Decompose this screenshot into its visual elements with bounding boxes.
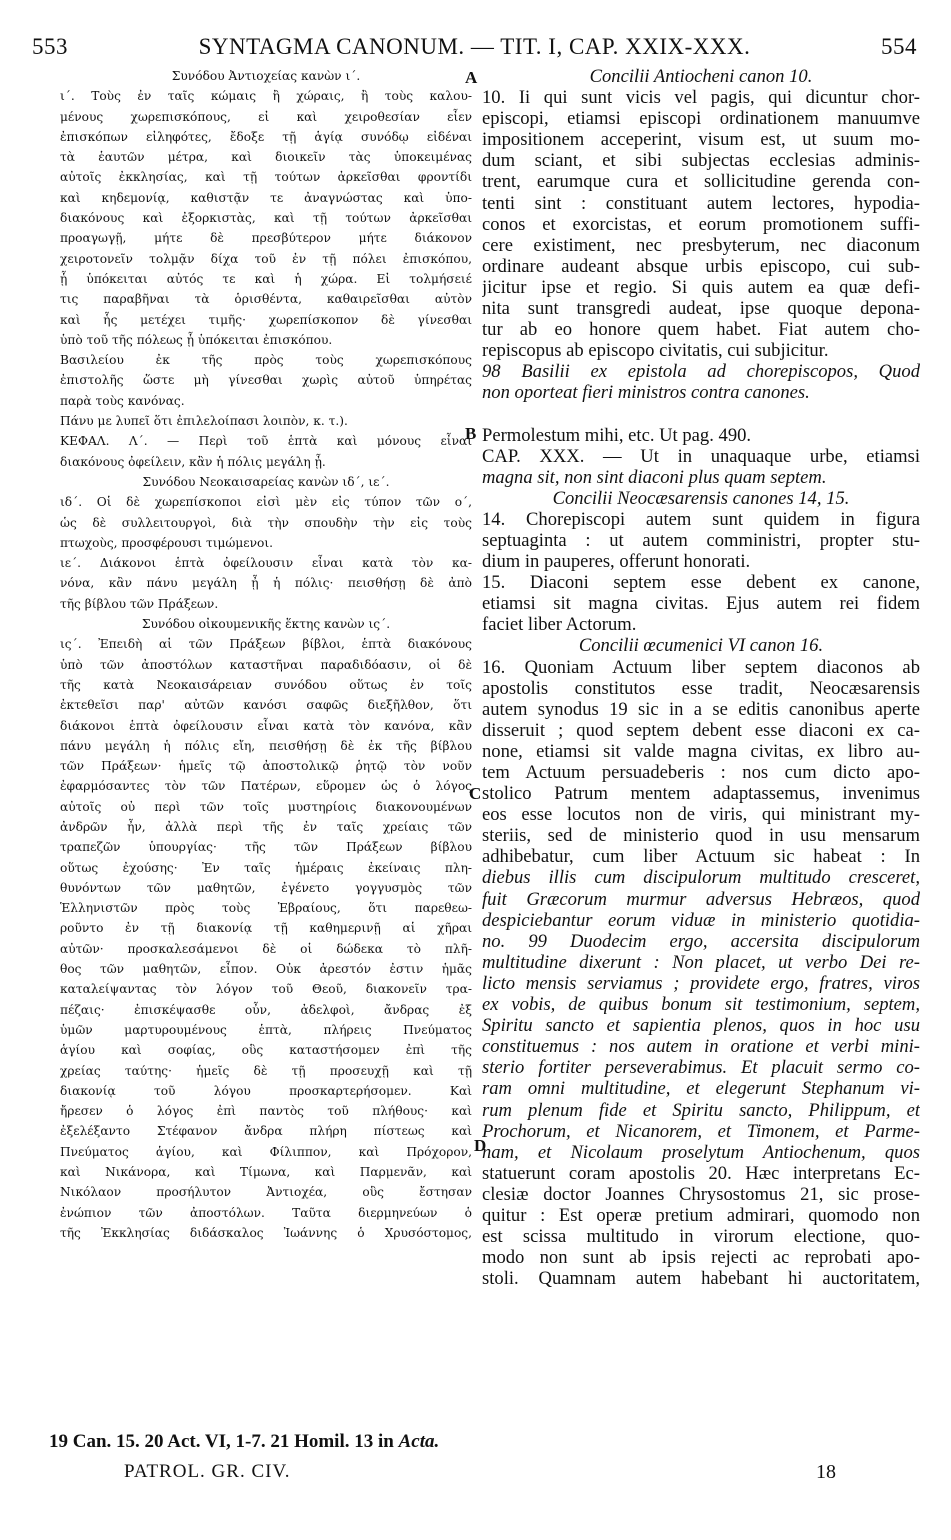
text-line: Concilii œcumenici VI canon 16. <box>578 635 824 657</box>
text-line: Ἑλληνιστῶν πρὸς τοὺς Ἑβραίους, ὅτι παρεθεω- <box>60 901 472 916</box>
text-line: impositionem acceperint, visum est, ut suum mo- <box>482 129 920 151</box>
text-line: autem synodus 19 sic in a se editis canonibus aperte <box>482 698 920 720</box>
patrologia-signature: PATROL. GR. CIV. <box>124 1461 291 1482</box>
text-line: διακόνους ὀφείλειν, κἂν ἡ πόλις μεγάλη ᾖ. <box>60 454 326 469</box>
running-title: SYNTAGMA CANONUM. — TIT. I, CAP. XXIX-XXX. <box>198 34 751 59</box>
text-line: προαγωγῇ, μήτε δὲ πρεσβύτερον μήτε διάκονον <box>60 231 472 246</box>
text-line: nam, et Nicolaum proselytum Antiochenum, quos <box>482 1141 920 1163</box>
text-line: 14. Chorepiscopi autem sunt quidem in figura <box>482 508 920 530</box>
text-line: αὐτῶν· προσκαλεσάμενοι δὲ οἱ δώδεκα τὸ πλῆ- <box>60 941 472 956</box>
latin-column <box>482 66 920 1289</box>
text-line: nita sunt transgredi audeat, ipse quoque depona- <box>482 298 920 320</box>
text-line: Συνόδου Νεοκαισαρείας κανὼν ιδ΄, ιε΄. <box>142 474 390 489</box>
text-line: cere existiment, nec presbyterum, nec diaconum <box>482 234 920 256</box>
text-line: tenti sint : constituant autem lectores, hypodia- <box>482 192 920 214</box>
text-line: fuit Græcorum murmur adversus Hebræos, quod <box>482 888 920 910</box>
text-line: πάνυ μεγάλη ἡ πόλις εἴη, πεισθήσῃ δὲ ἐκ τῆς βίβλου <box>60 738 472 753</box>
text-line: disseruit ; quod septem debent esse diaconi ex ca- <box>482 719 920 741</box>
text-line: θος τῶν μαθητῶν, εἶπον. Οὐκ ἀρεστόν ἐστιν ἡμᾶς <box>60 962 472 977</box>
text-line: magna sit, non sint diaconi plus quam septem. <box>482 466 827 488</box>
text-line: ἀνδρῶν ἦν, ἀλλὰ περὶ τῆς ἐν ταῖς χρείαις τῶν <box>60 819 472 834</box>
text-line: ἤρεσεν ὁ λόγος ἐπὶ παντὸς τοῦ πλήθους· καὶ <box>60 1104 472 1119</box>
text-line: statuerunt coram apostolis 20. Hæc interpretans Ec- <box>482 1162 920 1184</box>
text-line: τῆς κατὰ Νεοκαισάρειαν συνόδου οὕτως ἐν τοῖς <box>60 677 472 692</box>
text-line: apostolis constitutos esse tradit, Neocæsarensis <box>482 677 920 699</box>
text-line: πτωχοὺς, προσφέρουσι τιμώμενοι. <box>60 535 273 550</box>
text-line: diebus illis cum discipulorum multitudo cresceret, <box>482 867 920 889</box>
text-line: ροῦντο ἐν τῇ διακονίᾳ τῇ καθημερινῇ αἱ χῆραι <box>60 921 472 936</box>
text-line: ΚΕΦΑΛ. Λ΄. — Περὶ τοῦ ἑπτὰ καὶ μόνους εἶναι <box>60 434 472 449</box>
text-line: eos esse locutos non de viris, qui ministrant my- <box>482 804 920 826</box>
text-line: διακονίᾳ τοῦ λόγου προσκαρτερήσομεν. Καὶ <box>60 1083 472 1098</box>
text-line: Πνεύματος ἁγίου, καὶ Φίλιππον, καὶ Πρόχορον, <box>60 1144 472 1159</box>
text-line: ἐπισκόπων εἰληφότες, ἔδοξε τῇ ἁγίᾳ συνόδῳ εἰδέναι <box>60 129 472 144</box>
text-line: multitudine dixerunt : Non placet, ut verbo Dei re- <box>482 951 920 973</box>
text-line: 16. Quoniam Actuum liber septem diaconos ab <box>482 656 920 678</box>
text-line: ordinare audeant absque urbis episcopo, cui sub- <box>482 255 920 277</box>
text-line: τῆς Ἐκκλησίας διδάσκαλος Ἰωάννης ὁ Χρυσόστομος, <box>60 1225 472 1240</box>
text-line: Συνόδου οἰκουμενικῆς ἕκτης κανὼν ις΄. <box>141 617 391 632</box>
text-line: ιδ΄. Οἱ δὲ χωρεπίσκοποι εἰσὶ μὲν εἰς τύπον τῶν ο΄, <box>60 495 472 510</box>
text-line: χειροτονεῖν τολμᾷν δίχα τοῦ ἐν τῇ πόλει ἐπισκόπου, <box>60 251 472 266</box>
text-line: septuaginta : ut autem comministri, propter stu- <box>482 529 920 551</box>
text-line: ἐκτεθεῖσι παρ' αὐτῶν κανόσι σαφῶς διεξῆλθον, ὅτι <box>60 698 472 713</box>
margin-letter-b: B <box>465 424 477 443</box>
text-line: sterio fortiter perseverabimus. Et placuit sermo co- <box>482 1057 920 1079</box>
text-line: Συνόδου Ἀντιοχείας κανὼν ι΄. <box>171 69 361 83</box>
text-line: ἐξελέξαντο Στέφανον ἄνδρα πλήρη πίστεως καὶ <box>60 1124 472 1139</box>
text-line: μένους χωρεπισκόπους, εἰ καὶ χειροθεσίαν εἶεν <box>60 109 472 124</box>
running-header <box>32 28 917 68</box>
text-line: ι΄. Τοὺς ἐν ταῖς κώμαις ἢ χώραις, ἢ τοὺς καλου- <box>60 89 472 104</box>
text-line: αὐτοῖς ἐκκλησίας, καὶ τῇ τούτων ἀρκεῖσθαι φροντίδι <box>60 170 472 185</box>
text-line: αὐτοῖς οὐ περὶ τῶν τοῖς μυστηρίοις διακονουμένων <box>60 799 472 814</box>
text-line: dium in pauperes, offerunt honorati. <box>482 551 751 573</box>
text-line: ὑπὸ τῶν ἀποστόλων καταστῆναι παραδιδόασιν, οἱ δὲ <box>60 657 472 672</box>
text-line: adhibebatur, cum liber Actuum sic habeat : In <box>482 846 920 868</box>
text-line: episcopi, etiamsi episcopi ordinationem manuumve <box>482 108 920 130</box>
margin-letter-c: C <box>469 784 482 803</box>
right-page-number: 554 <box>881 34 917 59</box>
text-line: dum sciant, et sibi subjectas ecclesias adminis- <box>482 150 920 172</box>
text-line: Βασιλείου ἐκ τῆς πρὸς τοὺς χωρεπισκόπους <box>60 353 472 368</box>
text-line: θυνόντων τῶν μαθητῶν, ἐγένετο γογγυσμὸς τῶν <box>60 880 472 895</box>
text-line: ex vobis, de quibus bonum sit testimonium, septem, <box>482 994 920 1016</box>
text-line: καὶ κηδεμονίᾳ, καθιστᾷν τε ἀναγνώστας καὶ ὑπο- <box>60 190 472 205</box>
text-line: stoli. Quamnam autem habebant hi auctoritatem, <box>482 1268 920 1290</box>
text-line: παρὰ τοὺς κανόνας. <box>60 393 185 408</box>
text-line: καὶ Νικάνορα, καὶ Τίμωνα, καὶ Παρμενᾶν, καὶ <box>60 1165 472 1180</box>
text-line: τὰ ἑαυτῶν μέτρα, καὶ διοικεῖν τὰς ὑποκειμένας <box>60 150 472 165</box>
text-line: tem Actuum persuadeberis : nos cum dicto apo- <box>482 762 920 783</box>
text-line: νόνα, κἂν πάνυ μεγάλη ᾖ ἡ πόλις· πεισθήσῃ δὲ ἀπὸ <box>60 576 472 591</box>
text-line: conos et exorcistas, et eorum promotionem suffi- <box>482 213 920 235</box>
text-line: ὑμῶν μαρτυρουμένους ἑπτὰ, πλήρεις Πνεύματος <box>60 1022 472 1037</box>
text-line: τις παραβῆναι τὰ ὁρισθέντα, καθαιρεῖσθαι αὐτὸν <box>60 292 472 307</box>
text-line: τραπεζῶν ὑπουργίας· τῆς τῶν Πράξεων βίβλου <box>60 840 472 855</box>
text-line: quitur : Est operæ pretium admirari, quomodo non <box>482 1204 920 1226</box>
margin-letter-d: D <box>474 1136 487 1155</box>
text-line: trent, earumque cura et sollicitudine gerenda con- <box>482 171 920 193</box>
footnote-italic: Acta. <box>398 1431 440 1452</box>
text-line: ᾗ ὑπόκειται αὐτός τε καὶ ἡ χώρα. Εἰ τολμήσειέ <box>60 271 472 286</box>
text-line: non oporteat fieri ministros contra canones. <box>482 382 810 404</box>
text-line: διάκονοι ἑπτὰ ὀφείλουσιν εἶναι κατὰ τὸν κανόνα, κἂν <box>60 718 472 733</box>
text-line: steriis, sed de ministerio quod in usu mensarum <box>482 825 920 847</box>
text-line: Πάνυ με λυπεῖ ὅτι ἐπιλελοίπασι λοιπὸν, κ. τ.). <box>60 414 348 429</box>
text-line: repiscopus ab episcopo civitatis, cui subjicitur. <box>482 340 829 362</box>
text-line: Permolestum mihi, etc. Ut pag. 490. <box>482 424 752 446</box>
text-line: constituemus : nos autem in oratione et verbi mini- <box>482 1036 920 1058</box>
text-line: τῶν Πράξεων· ἡμεῖς τῷ ἀποστολικῷ ῥητῷ τὸν νοῦν <box>60 759 472 774</box>
text-line: faciet liber Actorum. <box>482 614 637 636</box>
text-line: ις΄. Ἐπειδὴ αἱ τῶν Πράξεων βίβλοι, ἑπτὰ διακόνους <box>60 637 472 652</box>
text-line: Prochorum, et Nicanorem, et Timonem, et Parme- <box>482 1120 920 1142</box>
text-line: τῆς βίβλου τῶν Πράξεων. <box>60 596 219 611</box>
text-line: χρείας ταύτης· ἡμεῖς δὲ τῇ προσευχῇ καὶ τῇ <box>60 1063 472 1078</box>
text-line: ἐφαρμόσαντες τὸν τῶν Πατέρων, εὕρομεν ὡς ὁ λόγος <box>60 779 472 794</box>
text-line: πέζαις· ἐπισκέψασθε οὖν, ἀδελφοὶ, ἄνδρας ἐξ <box>60 1002 472 1017</box>
text-line: stolico Patrum mentem adaptassemus, invenimus <box>482 783 920 805</box>
text-line: clesiæ doctor Joannes Chrysostomus 21, sic prose- <box>482 1183 920 1205</box>
text-line: 98 Basilii ex epistola ad chorepiscopos, Quod <box>482 361 920 383</box>
text-line: ὑπὸ τοῦ τῆς πόλεως ᾗ ὑπόκειται ἐπισκόπου. <box>60 332 333 347</box>
text-line: Spiritu sancto et sapientia plenos, quos in hoc usu <box>482 1015 920 1037</box>
text-line <box>482 404 920 425</box>
text-line: καὶ ἧς μετέχει τιμῆς· χωρεπίσκοπον δὲ γίνεσθαι <box>60 312 472 327</box>
text-line: none, etiamsi sit valde magna civitas, ex libro au- <box>482 740 920 762</box>
text-line: ὡς δὲ συλλειτουργοὶ, διὰ τὴν σπουδὴν τὴν εἰς τοὺς <box>60 515 472 530</box>
greek-column <box>60 66 472 1243</box>
text-line: διακόνους καὶ ἐξορκιστὰς, καὶ τῇ τούτων ἀρκεῖσθαι <box>60 211 472 226</box>
text-line: οὕτως ἐχούσης· Ἐν ταῖς ἡμέραις ἐκείναις πλη- <box>60 860 472 875</box>
footnotes <box>49 1431 439 1453</box>
text-line: no. 99 Duodecim ergo, accersita discipulorum <box>482 930 920 952</box>
text-line: καταλείψαντας τὸν λόγον τοῦ Θεοῦ, διακονεῖν τρα- <box>60 982 472 997</box>
text-line: jicitur ipse et regio. Si quis autem ea quæ defi- <box>482 276 920 298</box>
text-line: licto mensis serviamus ; providete ergo, fratres, viros <box>482 972 920 994</box>
text-line: rum plenum fide et Spiritu sancto, Philippum, et <box>482 1099 920 1121</box>
text-line: 10. Ii qui sunt vicis vel pagis, qui dicuntur chor- <box>482 87 920 109</box>
text-line: Concilii Antiocheni canon 10. <box>589 66 813 87</box>
text-line: tur ab eo honore quem habet. Fiat autem cho- <box>482 319 920 341</box>
text-line: modo non sunt ab ipsis rejecti ac reprobati apo- <box>482 1247 920 1269</box>
text-line: ἐνώπιον τῶν ἀποστόλων. Ταῦτα διερμηνεύων ὁ <box>60 1205 472 1220</box>
text-line: etiamsi sit magna civitas. Ejus autem rei fidem <box>482 593 920 615</box>
text-line: despiciebantur eorum viduæ in ministerio quotidia- <box>482 909 920 931</box>
text-line: 15. Diaconi septem esse debent ex canone, <box>482 572 920 594</box>
text-line: Νικόλαον προσήλυτον Ἀντιοχέα, οὓς ἔστησαν <box>60 1185 472 1200</box>
text-line: ιε΄. Διάκονοι ἑπτὰ ὀφείλουσιν εἶναι κατὰ τὸν κα- <box>60 556 472 571</box>
text-line: est scissa multitudo in virorum electione, quo- <box>482 1226 920 1248</box>
text-line: Concilii Neocæsarensis canones 14, 15. <box>552 487 850 509</box>
text-line: ἐπιστολῆς ὥστε μὴ γίνεσθαι χωρὶς αὐτοῦ ὑπηρέτας <box>60 373 472 388</box>
margin-letter-a: A <box>465 68 478 87</box>
text-line: ἁγίου καὶ σοφίας, οὓς καταστήσομεν ἐπὶ τῆς <box>60 1043 472 1058</box>
gathering-number: 18 <box>816 1461 836 1483</box>
text-line: ram omni multitudine, et elegerunt Stephanum vi- <box>482 1078 920 1100</box>
footnote-text: 19 Can. 15. 20 Act. VI, 1-7. 21 Homil. 13 in <box>49 1431 399 1452</box>
text-line: CAP. XXX. — Ut in unaquaque urbe, etiamsi <box>482 445 920 467</box>
left-page-number: 553 <box>32 34 68 59</box>
